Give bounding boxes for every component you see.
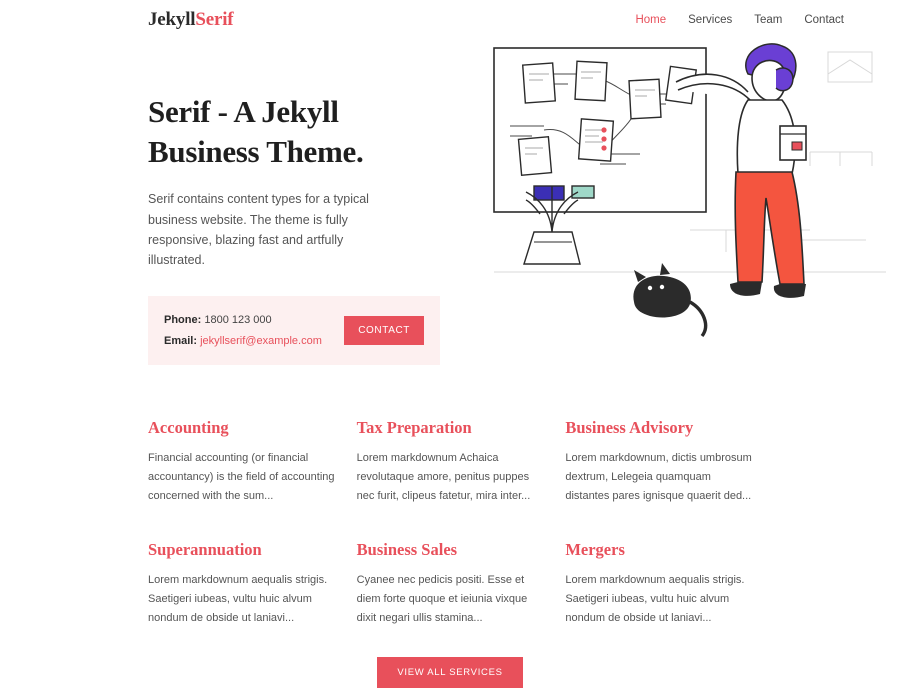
- service-card-superannuation: [148, 540, 335, 628]
- contact-email-label: Email:: [164, 334, 198, 347]
- service-title[interactable]: Accounting: [148, 418, 229, 437]
- nav-item-services[interactable]: Services: [688, 14, 733, 26]
- service-card-tax-preparation: [357, 418, 544, 506]
- hero-subtitle: Serif contains content types for a typical business website. The theme is fully responsive, blazing fast and artfully illustrated.: [148, 192, 369, 268]
- contact-button[interactable]: CONTACT: [344, 316, 424, 345]
- service-text: Lorem markdownum aequalis strigis. Saetigeri iubeas, vultu huic alvum nondum de obside ut laniavi...: [148, 573, 328, 624]
- service-text: Cyanee nec pedicis positi. Esse et diem forte quoque et ieiunia vixque dixit negari ullis stamina...: [356, 573, 528, 624]
- contact-phone-row: [164, 310, 322, 330]
- service-card-mergers: [565, 540, 752, 628]
- logo-text-first: Jekyll: [148, 9, 196, 30]
- service-card-business-advisory: [565, 418, 752, 506]
- service-text: Financial accounting (or financial accountancy) is the field of accounting concerned with the sum...: [148, 452, 335, 502]
- hero-illustration: [480, 34, 900, 354]
- service-title[interactable]: Business Advisory: [565, 418, 694, 437]
- hero-title: [148, 92, 448, 171]
- nav-item-home[interactable]: Home: [635, 14, 667, 26]
- site-logo[interactable]: [148, 9, 233, 31]
- service-title[interactable]: Superannuation: [148, 539, 262, 559]
- services-cta-row: [148, 657, 752, 688]
- logo-text-second: Serif: [195, 9, 234, 30]
- service-text: Lorem markdownum Achaica revolutaque amore, penitus puppes nec furit, clipeus fatetur, mira inter...: [356, 452, 531, 502]
- hero-title-line-2: Business Theme.: [148, 133, 364, 169]
- main-navigation: [635, 14, 844, 26]
- hero-section: [0, 40, 900, 360]
- contact-phone-value: 1800 123 000: [204, 314, 272, 327]
- hero-contact-box: [148, 296, 440, 365]
- service-text: Lorem markdownum aequalis strigis. Saetigeri iubeas, vultu huic alvum nondum de obside ut laniavi...: [565, 573, 745, 624]
- contact-email-row: [164, 331, 322, 351]
- service-card-business-sales: [357, 540, 544, 628]
- service-title[interactable]: Mergers: [565, 539, 625, 559]
- nav-item-team[interactable]: Team: [754, 14, 783, 26]
- service-card-accounting: [148, 418, 335, 506]
- hero-title-line-1: Serif - A Jekyll: [148, 94, 339, 129]
- service-title[interactable]: Business Sales: [356, 539, 458, 559]
- hero-illustration-svg: [480, 34, 900, 354]
- service-text: Lorem markdownum, dictis umbrosum dextrum, Lelegeia quamquam distantes pares ignisque quaerit ded...: [565, 452, 752, 502]
- hero-copy: [148, 92, 448, 365]
- contact-phone-label: Phone:: [164, 314, 202, 327]
- services-grid: [148, 418, 752, 627]
- services-section: [0, 360, 900, 688]
- contact-details: [164, 310, 322, 351]
- nav-item-contact[interactable]: Contact: [804, 14, 844, 26]
- view-all-services-button[interactable]: VIEW ALL SERVICES: [377, 657, 522, 688]
- service-title[interactable]: Tax Preparation: [356, 418, 472, 437]
- contact-email-link[interactable]: jekyllserif@example.com: [200, 334, 322, 347]
- site-header: [0, 0, 900, 40]
